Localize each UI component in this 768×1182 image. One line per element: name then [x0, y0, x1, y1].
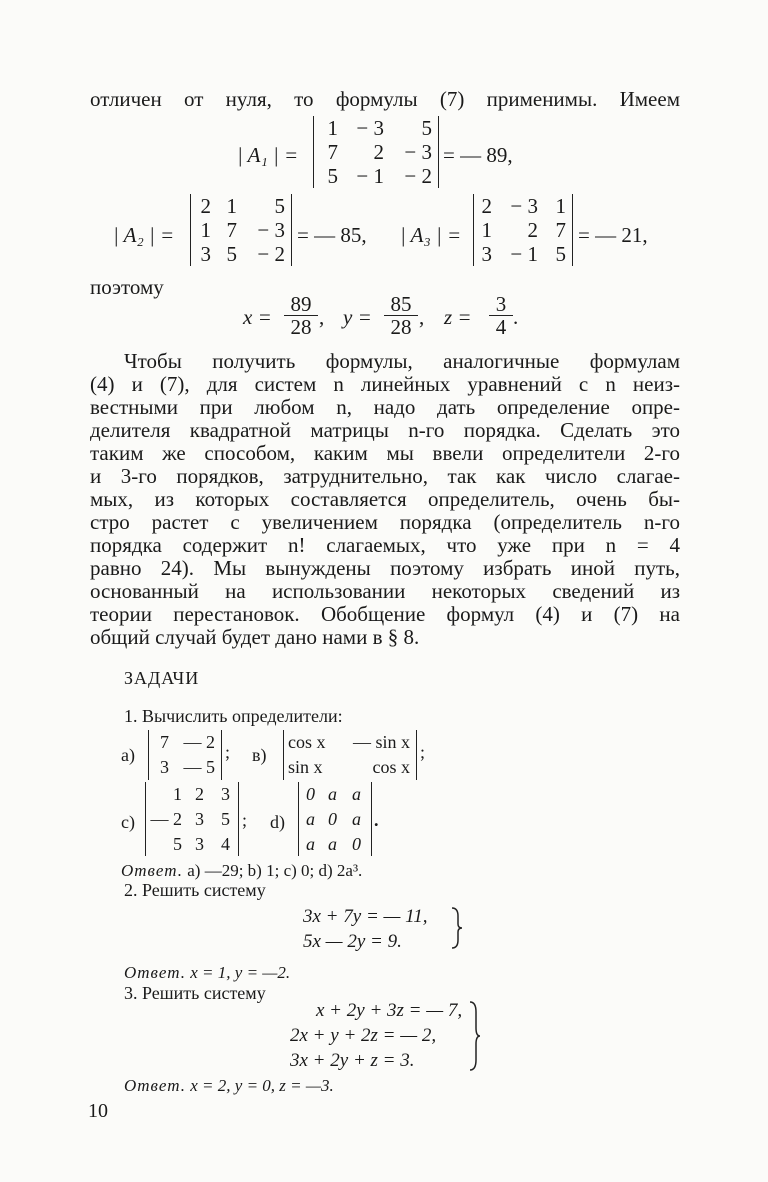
- det-a1-cell: − 2: [404, 164, 432, 188]
- problem1-d-cell: a: [306, 834, 315, 854]
- problem1-c-cell: 3: [195, 834, 204, 854]
- problem1-b-cell: cos x: [288, 732, 326, 752]
- det-a2-cell: 1: [226, 194, 237, 218]
- problem1-a-label: a): [121, 745, 135, 765]
- solution-x-fraction: [284, 293, 318, 338]
- paragraph-line: таким же способом, каким мы ввели определители 2-го: [90, 441, 680, 465]
- problem1-d-cell: a: [328, 784, 337, 804]
- paragraph-line: (4) и (7), для систем n линейных уравнений с n неиз-: [90, 372, 680, 396]
- det-a2-cell: − 3: [257, 218, 285, 242]
- problem1-answer-text: a) —29; b) 1; c) 0; d) 2a³.: [187, 861, 363, 880]
- solution-y-fraction: [384, 293, 418, 338]
- det-a1-lhs: | A₁ | =: [237, 143, 299, 167]
- det-a2-cell: 2: [200, 194, 211, 218]
- problem2-title: 2. Решить систему: [124, 880, 266, 900]
- problem1-a-cell: — 2: [183, 732, 215, 752]
- problem1-b-cell: cos x: [372, 757, 410, 777]
- problem1-sep: ;: [420, 742, 426, 762]
- problem1-d-matrix: [298, 782, 372, 856]
- problem2-eq2: 5x — 2y = 9.: [303, 931, 402, 952]
- problem1-c-label: c): [121, 812, 135, 832]
- problem1-d-cell: 0: [352, 834, 361, 854]
- det-a1-cell: 5: [421, 116, 432, 140]
- problem1-d-label: d): [270, 812, 285, 832]
- problem1-sep: ;: [242, 810, 248, 830]
- det-a1-cell: − 3: [356, 116, 384, 140]
- det-a2-cell: 3: [200, 242, 211, 266]
- paragraph-line: стро растет с увеличением порядка (определитель n-го: [90, 510, 680, 534]
- det-a3-cell: 2: [481, 194, 492, 218]
- paragraph-line: основанный на использовании некоторых сведений из: [90, 579, 680, 603]
- det-a1-rhs: = — 89,: [443, 143, 513, 167]
- det-a3-cell: 1: [481, 218, 492, 242]
- det-a3-cell: 5: [555, 242, 566, 266]
- problem2-answer-text: x = 1, y = —2.: [190, 963, 291, 982]
- problem1-answer-label: Ответ.: [121, 861, 183, 880]
- problem1-c-cell: 1: [173, 784, 182, 804]
- paragraph-line: делителя квадратной матрицы n-го порядка. Сделать это: [90, 418, 680, 442]
- det-a1-cell: 5: [327, 164, 338, 188]
- problem1-d-cell: 0: [306, 784, 315, 804]
- problem1-c-cell: 2: [195, 784, 204, 804]
- problem3-answer-text: x = 2, y = 0, z = —3.: [190, 1076, 334, 1095]
- problem1-a-cell: 3: [160, 757, 169, 777]
- problem3-eq1: x + 2y + 3z = — 7,: [316, 1000, 463, 1021]
- therefore-word: поэтому: [90, 275, 164, 299]
- problem1-a-matrix: [148, 730, 222, 780]
- problem1-title: 1. Вычислить определители:: [124, 706, 343, 726]
- problem3-eq3: 3x + 2y + z = 3.: [290, 1050, 415, 1071]
- det-a3-cell: 1: [555, 194, 566, 218]
- solution-x-denominator: 28: [290, 315, 312, 339]
- problem1-d-cell: a: [352, 784, 361, 804]
- solution-x-sep: ,: [319, 305, 325, 329]
- problems-heading: ЗАДАЧИ: [124, 668, 200, 688]
- solution-z-label: z =: [444, 305, 472, 329]
- problem3-brace: [466, 1000, 484, 1072]
- det-a1-cell: 2: [373, 140, 384, 164]
- solution-z-numerator: 3: [489, 293, 513, 316]
- problem3-answer-label: Ответ.: [124, 1076, 186, 1095]
- problem1-c-matrix: [145, 782, 239, 856]
- solution-y-numerator: 85: [384, 293, 418, 316]
- problem1-d-cell: a: [328, 834, 337, 854]
- det-a3-lhs: | A₃ | =: [400, 223, 462, 247]
- det-a1-matrix: [313, 116, 439, 188]
- paragraph-line: теории перестановок. Обобщение формул (4) и (7) на: [90, 602, 680, 626]
- solution-y-label: y =: [343, 305, 372, 329]
- problem1-c-cell: 3: [195, 809, 204, 829]
- solution-z-end: .: [513, 305, 519, 329]
- det-a3-cell: − 1: [510, 242, 538, 266]
- problem1-b-matrix: [283, 730, 417, 780]
- det-a3-cell: 2: [527, 218, 538, 242]
- problem1-c-cell: 3: [221, 784, 230, 804]
- problem3-eq2: 2x + y + 2z = — 2,: [290, 1025, 437, 1046]
- det-a3-matrix: [473, 194, 573, 266]
- problem2-eq1: 3x + 7y = — 11,: [303, 906, 428, 927]
- paragraph-line: мых, из которых составляется определитель, очень бы-: [90, 487, 680, 511]
- det-a1-cell: − 1: [356, 164, 384, 188]
- problem1-b-cell: — sin x: [352, 732, 410, 752]
- top-line: отличен от нуля, то формулы (7) применимы. Имеем: [90, 87, 680, 111]
- paragraph-line: порядка содержит n! слагаемых, что уже при n = 4: [90, 533, 680, 557]
- solution-z-denominator: 4: [495, 315, 507, 339]
- problem1-end: .: [374, 810, 379, 830]
- problem3-title: 3. Решить систему: [124, 983, 266, 1003]
- det-a2-cell: 1: [200, 218, 211, 242]
- det-a2-rhs: = — 85,: [297, 223, 367, 247]
- problem1-d-cell: 0: [328, 809, 337, 829]
- problem1-c-cell: — 2: [150, 809, 182, 829]
- det-a1-cell: − 3: [404, 140, 432, 164]
- det-a1-cell: 1: [327, 116, 338, 140]
- solution-x-numerator: 89: [284, 293, 318, 316]
- problem1-d-cell: a: [306, 809, 315, 829]
- paragraph-line: общий случай будет дано нами в § 8.: [90, 625, 420, 649]
- page-number: 10: [88, 1100, 108, 1122]
- det-a1-cell: 7: [327, 140, 338, 164]
- problem1-c-cell: 5: [221, 809, 230, 829]
- solution-x-label: x =: [243, 305, 272, 329]
- problem1-c-cell: 5: [173, 834, 182, 854]
- paragraph-line: Чтобы получить формулы, аналогичные формулам: [124, 349, 680, 373]
- det-a3-cell: 3: [481, 242, 492, 266]
- det-a2-matrix: [190, 194, 292, 266]
- problem2-brace: [448, 906, 466, 950]
- problem1-sep: ;: [225, 742, 231, 762]
- solution-y-sep: ,: [419, 305, 425, 329]
- solution-z-fraction: [489, 293, 513, 338]
- det-a3-cell: − 3: [510, 194, 538, 218]
- problem1-b-cell: sin x: [288, 757, 323, 777]
- paragraph-line: вестными при любом n, надо дать определение опре-: [90, 395, 680, 419]
- problem1-d-cell: a: [352, 809, 361, 829]
- det-a2-cell: 5: [226, 242, 237, 266]
- det-a2-cell: − 2: [257, 242, 285, 266]
- problem1-c-cell: 4: [221, 834, 230, 854]
- problem1-b-label: в): [252, 745, 267, 765]
- problem2-answer-label: Ответ.: [124, 963, 186, 982]
- det-a3-rhs: = — 21,: [578, 223, 648, 247]
- paragraph-line: и 3-го порядков, затруднительно, так как число слагае-: [90, 464, 680, 488]
- det-a2-lhs: | A₂ | =: [113, 223, 175, 247]
- paragraph-line: равно 24). Мы вынуждены поэтому избрать иной путь,: [90, 556, 680, 580]
- problem1-a-cell: — 5: [183, 757, 215, 777]
- solution-y-denominator: 28: [390, 315, 412, 339]
- det-a2-cell: 5: [274, 194, 285, 218]
- det-a2-cell: 7: [226, 218, 237, 242]
- det-a3-cell: 7: [555, 218, 566, 242]
- problem1-a-cell: 7: [160, 732, 169, 752]
